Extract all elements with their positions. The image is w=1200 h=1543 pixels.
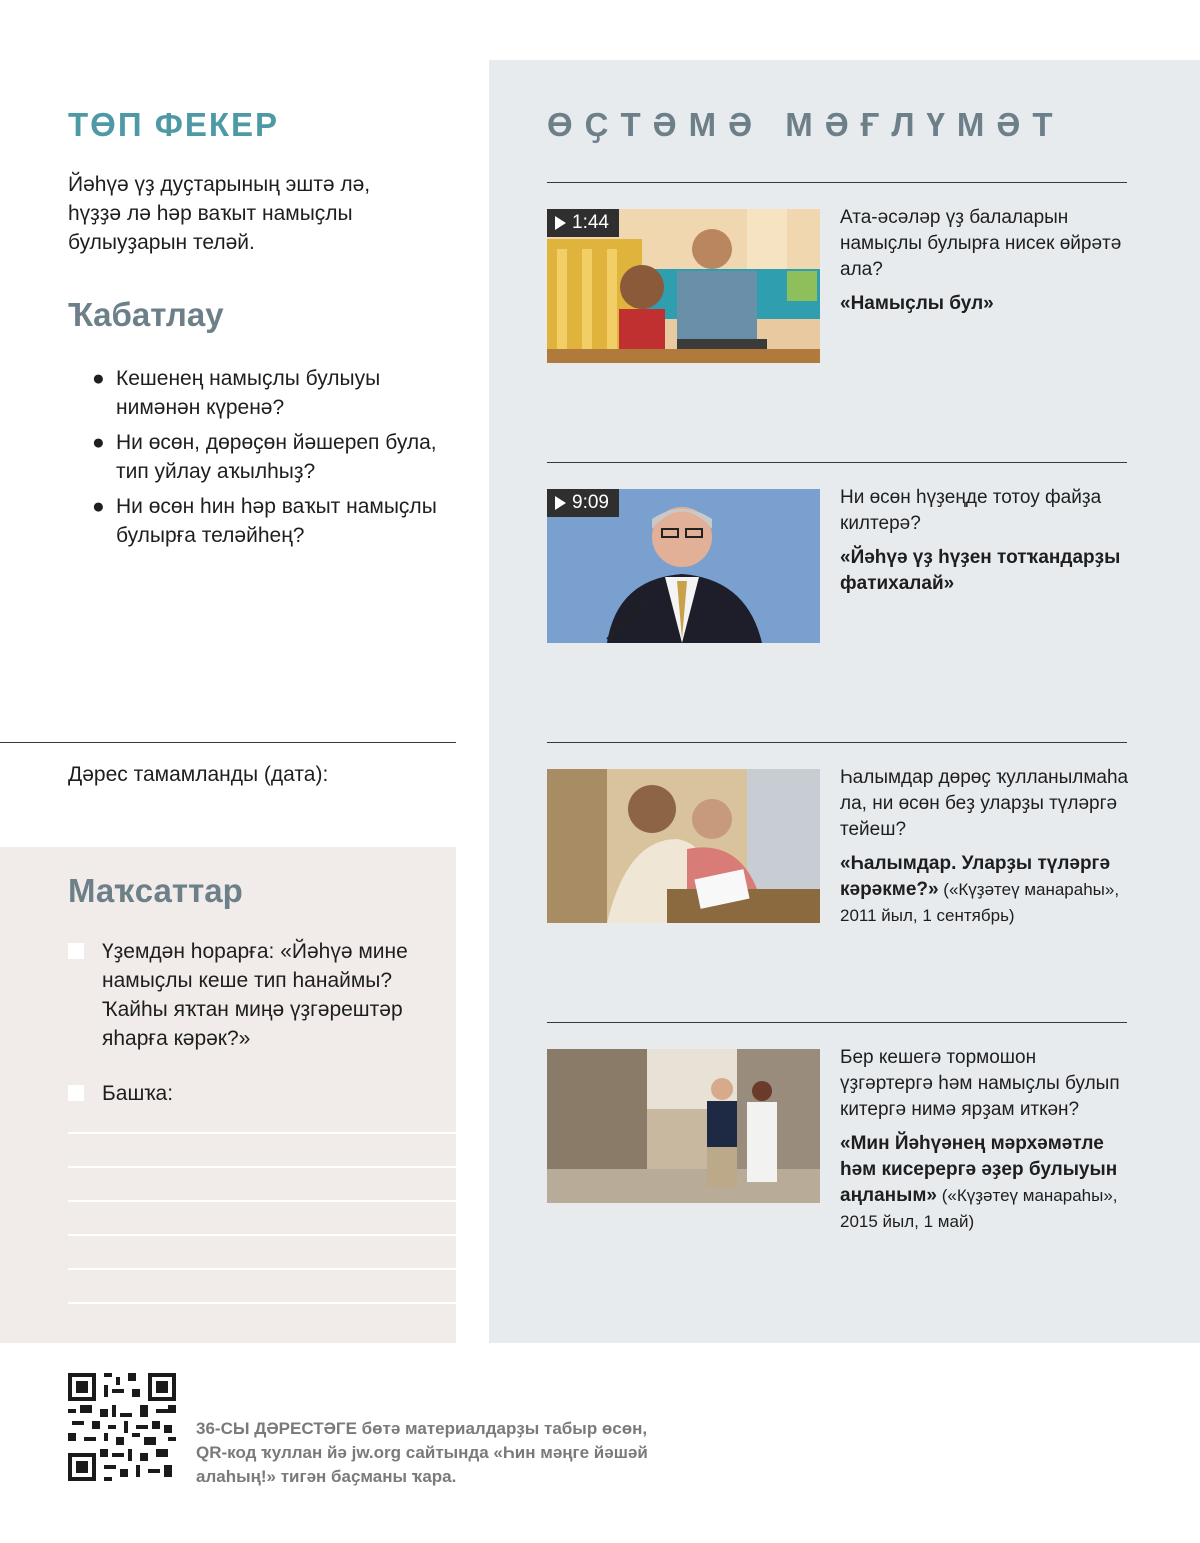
additional-info-title: ӨҪТӘМӘ МӘҒЛҮМӘТ	[547, 106, 1065, 143]
footer-text: бөтә материалдарҙы табыр өсөн, QR-код ҡуллан йә jw.org сайтында «Һин мәңге йәшәй алаһың!» тигән баҫманы ҡара.	[196, 1419, 648, 1486]
lesson-completed-label: Дәрес тамамланды (дата):	[68, 763, 329, 786]
bullet-icon: ●	[92, 431, 105, 454]
divider	[547, 742, 1127, 743]
divider	[547, 462, 1127, 463]
write-in-line[interactable]	[68, 1268, 456, 1270]
resource-reference[interactable]	[840, 851, 1130, 929]
footer-lead: 36-СЫ ДӘРЕСТӘГЕ	[196, 1419, 357, 1438]
review-item-text: Кешенең намыҫлы булыуы нимәнән күренә?	[116, 367, 381, 419]
resource-text	[840, 765, 1130, 929]
divider	[547, 182, 1127, 183]
resource-reference[interactable]	[840, 545, 1130, 597]
resource-title[interactable]: «Йәһүә үҙ һүҙен тотҡандарҙы фатихалай»	[840, 547, 1121, 594]
resource-source: («Күҙәтеү манараһы», 2015 йыл, 1 май)	[840, 1186, 1118, 1231]
review-title: Ҡабатлау	[68, 296, 224, 333]
divider	[0, 742, 456, 743]
goals-title: Маҡсаттар	[68, 872, 243, 909]
resource-question: Ата-әсәләр үҙ балаларын намыҫлы булырға нисек өйрәтә ала?	[840, 207, 1122, 280]
goal-item-other	[68, 1079, 438, 1108]
qr-code-icon[interactable]	[68, 1373, 176, 1481]
footer-note	[196, 1417, 656, 1489]
article-thumbnail-taxes[interactable]	[547, 769, 820, 923]
couple-paperwork-image	[547, 769, 820, 923]
resource-text	[840, 1045, 1130, 1235]
review-list	[92, 364, 442, 556]
goal-checkbox[interactable]	[68, 943, 84, 959]
review-item	[92, 364, 442, 422]
write-in-line[interactable]	[68, 1200, 456, 1202]
write-in-line[interactable]	[68, 1302, 456, 1304]
play-icon	[555, 496, 566, 510]
duration-badge: 9:09	[547, 489, 619, 517]
resource-reference[interactable]	[840, 291, 1130, 317]
article-thumbnail-life-story[interactable]	[547, 1049, 820, 1203]
divider	[547, 1022, 1127, 1023]
main-idea-text: Йәһүә үҙ дуҫтарының эштә лә, һүҙҙә лә һәр ваҡыт намыҫлы булыуҙарын теләй.	[68, 173, 371, 254]
main-idea-title: ТӨП ФЕКЕР	[68, 106, 280, 143]
resource-question: Һалымдар дөрөҫ ҡулланылмаһа ла, ни өсөн беҙ уларҙы түләргә тейеш?	[840, 767, 1129, 840]
resource-question: Бер кешегә тормошон үҙгәртергә һәм намыҫлы булып китергә нимә ярҙам иткән?	[840, 1047, 1120, 1120]
resource-question: Ни өсөн һүҙеңде тотоу файҙа килтерә?	[840, 487, 1102, 534]
video-thumbnail-keeps-word[interactable]	[547, 489, 820, 643]
goal-text: Башҡа:	[102, 1082, 174, 1105]
video-thumbnail-be-honest[interactable]	[547, 209, 820, 363]
bullet-icon: ●	[92, 495, 105, 518]
duration-badge: 1:44	[547, 209, 619, 237]
play-icon	[555, 216, 566, 230]
resource-text	[840, 205, 1130, 317]
write-in-line[interactable]	[68, 1132, 456, 1134]
goal-checkbox[interactable]	[68, 1085, 84, 1101]
review-item	[92, 428, 442, 486]
resource-title[interactable]: «Мин Йәһүәнең мәрхәмәтле һәм кисерергә әҙер булыуын аңланым»	[840, 1133, 1118, 1206]
resource-source: («Күҙәтеү манараһы», 2011 йыл, 1 сентябрь)	[840, 880, 1120, 925]
resource-title[interactable]: «Намыҫлы бул»	[840, 293, 994, 314]
goal-item	[68, 937, 438, 1053]
resource-reference[interactable]	[840, 1131, 1130, 1235]
bullet-icon: ●	[92, 367, 105, 390]
couple-walking-image	[547, 1049, 820, 1203]
goal-text: Үҙемдән һорарға: «Йәһүә мине намыҫлы кеше тип һанаймы? Ҡайһы яҡтан миңә үҙгәрештәр яһарға кәрәк?»	[102, 940, 408, 1050]
review-item-text: Ни өсөн һин һәр ваҡыт намыҫлы булырға теләйһең?	[116, 495, 437, 547]
resource-text	[840, 485, 1130, 597]
write-in-line[interactable]	[68, 1166, 456, 1168]
write-in-line[interactable]	[68, 1234, 456, 1236]
review-item	[92, 492, 442, 550]
review-item-text: Ни өсөн, дөрөҫөн йәшереп була, тип уйлау аҡылһыҙ?	[116, 431, 437, 483]
resource-title[interactable]: «Һалымдар. Уларҙы түләргә кәрәкме?»	[840, 853, 1111, 900]
